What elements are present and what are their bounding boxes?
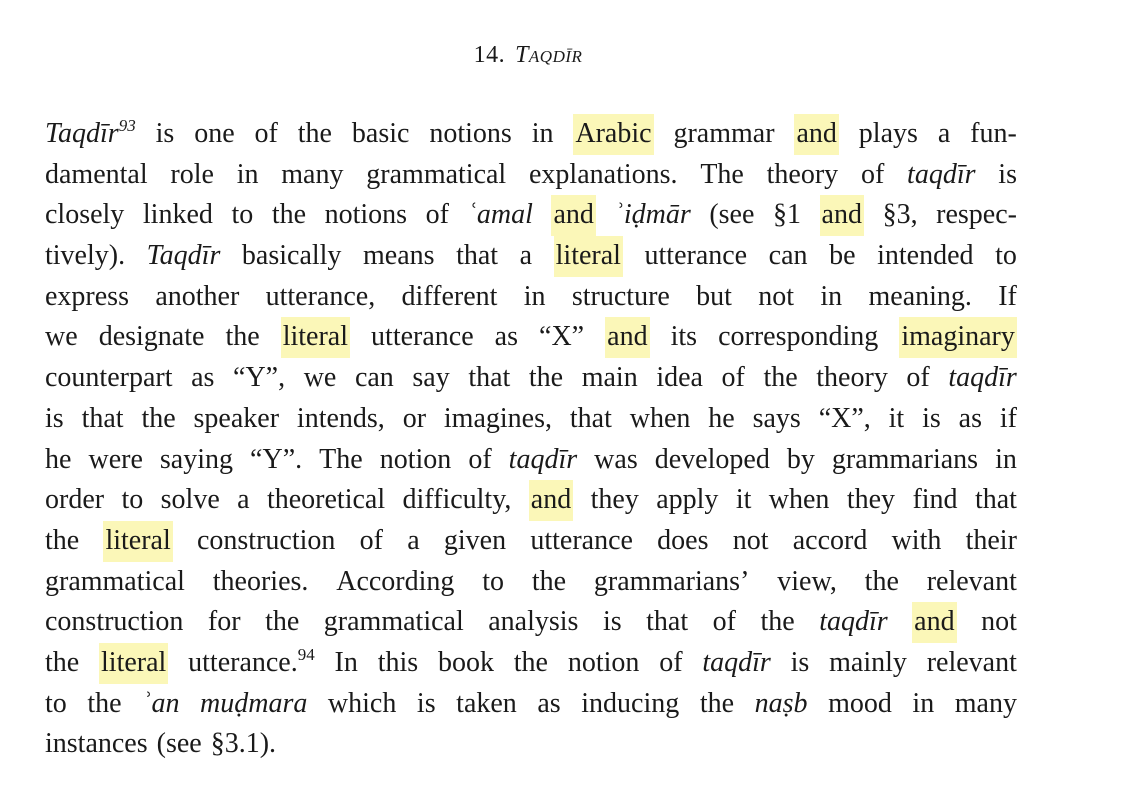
text-line [45, 562, 1017, 603]
word: of [425, 199, 449, 231]
word: the [763, 362, 798, 394]
word: Taqdīr$^{93}$ [45, 116, 136, 149]
word: If [998, 280, 1017, 312]
word: is [998, 158, 1017, 190]
word: say [412, 362, 450, 394]
word: to [45, 687, 67, 719]
word: not [732, 524, 769, 556]
text-line [45, 277, 1017, 318]
word: was [594, 443, 638, 475]
footnote-marker: 93 [118, 116, 136, 135]
word: theories. [212, 565, 309, 597]
word: find [912, 484, 958, 516]
word: grammar [673, 118, 775, 149]
word: notion [379, 443, 452, 475]
word: not [981, 606, 1017, 638]
text-line [45, 195, 1017, 236]
text-line [45, 684, 1017, 725]
word: basically [241, 240, 342, 272]
word: The [700, 158, 744, 190]
word: it [735, 484, 752, 516]
highlighted-word: Arabic [573, 114, 653, 155]
word: explanations. [529, 158, 678, 190]
word: inducing [581, 687, 680, 719]
word: speaker [193, 402, 280, 434]
word: ʾan [142, 687, 180, 719]
text-line [45, 155, 1017, 196]
word: is [790, 646, 810, 678]
word: that [81, 402, 124, 434]
word: idea [656, 362, 703, 394]
word: as [958, 402, 982, 434]
word: their [965, 524, 1017, 556]
word: is [922, 402, 941, 434]
word: §1 [772, 199, 801, 231]
word: when [768, 484, 830, 516]
word: to [482, 565, 505, 597]
word: solve [160, 484, 220, 516]
word: utterance [371, 321, 474, 353]
word: he [45, 443, 72, 475]
text-line [45, 358, 1017, 399]
word: intends, [296, 402, 385, 434]
highlighted-word: literal [281, 317, 350, 358]
word: but [696, 280, 732, 312]
word: given [443, 524, 507, 556]
word: that [456, 240, 499, 272]
text-line [45, 114, 1017, 155]
word: role [170, 158, 214, 190]
word: taqdīr [508, 443, 578, 475]
word: we [45, 321, 78, 353]
word: its [670, 321, 698, 353]
word: mainly [829, 646, 907, 678]
word: or [402, 402, 427, 434]
word: relevant [926, 646, 1017, 678]
highlighted-word: imaginary [899, 317, 1017, 358]
word: in [523, 280, 546, 312]
word: corresponding [718, 321, 879, 353]
word: designate [98, 321, 205, 353]
word: Taqdīr [146, 240, 221, 272]
word: theoretical [266, 484, 386, 516]
word: of [254, 118, 278, 149]
word: muḍmara [200, 687, 308, 719]
word: basic [351, 118, 410, 149]
word: of [359, 524, 383, 556]
word: they [590, 484, 639, 516]
highlighted-word: literal [554, 236, 623, 277]
word: the [265, 606, 300, 638]
word: is [416, 687, 436, 719]
word: utterance [530, 524, 633, 556]
word: grammarians [831, 443, 979, 475]
word: order [45, 484, 105, 516]
word: can [768, 240, 808, 272]
word: were [88, 443, 143, 475]
word: apply [656, 484, 719, 516]
word: “Y”, [233, 362, 286, 394]
word: for [207, 606, 241, 638]
word: another [155, 280, 240, 312]
text-line [45, 399, 1017, 440]
word: In [334, 646, 358, 678]
word: a [407, 524, 420, 556]
word: grammatical [45, 565, 185, 597]
highlighted-word: and [551, 195, 595, 236]
word: as [494, 321, 518, 353]
word: of [468, 443, 492, 475]
word: the [864, 565, 899, 597]
word: taqdīr [702, 646, 771, 678]
word: in [531, 118, 554, 149]
word: of [712, 606, 736, 638]
word: The [319, 443, 363, 475]
word: the [45, 646, 80, 678]
word: as [537, 687, 561, 719]
highlighted-word: and [794, 114, 838, 155]
text-line [45, 643, 1017, 684]
word: if [999, 402, 1017, 434]
word: construction [45, 606, 184, 638]
word: utterance [644, 240, 748, 272]
word: naṣb [754, 687, 808, 719]
text-line [45, 317, 1017, 358]
section-number: 14. [473, 42, 506, 68]
word: that [569, 402, 612, 434]
word: we [303, 362, 337, 394]
highlighted-word: literal [103, 521, 172, 562]
word: the [699, 687, 735, 719]
word: instances [45, 728, 148, 760]
word: imagines, [443, 402, 552, 434]
word: linked [142, 199, 213, 231]
word: the [513, 646, 548, 678]
word: in [995, 443, 1017, 475]
word: counterpart [45, 362, 173, 394]
word: a [937, 118, 951, 149]
word: intended [877, 240, 974, 272]
word: of [906, 362, 930, 394]
text-line [45, 724, 1017, 765]
word: damental [45, 158, 148, 190]
word: is [602, 606, 622, 638]
word: in [912, 687, 935, 719]
section-title: Taqdīr [515, 42, 583, 68]
word: not [758, 280, 795, 312]
word: different [401, 280, 498, 312]
section-heading [0, 42, 1056, 69]
word: many [954, 687, 1017, 719]
word: tively). [45, 240, 126, 272]
word: when [629, 402, 691, 434]
word: closely [45, 199, 125, 231]
word: (see [156, 728, 202, 760]
word: plays [858, 118, 918, 149]
word: the [87, 687, 122, 719]
word: of [860, 158, 885, 190]
word: grammatical [366, 158, 507, 190]
highlighted-word: and [605, 317, 649, 358]
word: “Y”. [250, 443, 303, 475]
word: notion [567, 646, 640, 678]
word: a [237, 484, 250, 516]
word: they [846, 484, 896, 516]
highlighted-word: and [820, 195, 864, 236]
text-line [45, 480, 1017, 521]
word: to [995, 240, 1017, 272]
word: with [891, 524, 942, 556]
word: many [281, 158, 344, 190]
word: taqdīr [819, 606, 888, 638]
word: theory [816, 362, 888, 394]
highlighted-word: literal [99, 643, 168, 684]
word: a [519, 240, 533, 272]
word: According [336, 565, 455, 597]
word: it [888, 402, 905, 434]
word: is [45, 402, 64, 434]
word: the [271, 199, 307, 231]
word: saying [159, 443, 234, 475]
word: that [468, 362, 511, 394]
word: the [528, 362, 564, 394]
word: §3, [882, 199, 918, 231]
word: can [354, 362, 394, 394]
text-line [45, 440, 1017, 481]
word: structure [571, 280, 670, 312]
word: taqdīr [948, 362, 1017, 394]
word: the [225, 321, 260, 353]
word: is [155, 118, 175, 149]
word: that [646, 606, 689, 638]
word: the [760, 606, 795, 638]
word: to [121, 484, 144, 516]
word: fun- [970, 118, 1017, 149]
word: the [297, 118, 332, 149]
word: main [581, 362, 638, 394]
text-line [45, 602, 1017, 643]
word: §3.1). [210, 728, 277, 760]
word: grammarians’ [593, 565, 750, 597]
word: difficulty, [402, 484, 512, 516]
highlighted-word: and [529, 480, 573, 521]
word: means [363, 240, 435, 272]
word: ʾiḍmār [614, 199, 691, 231]
word: construction [196, 524, 336, 556]
footnote-marker: 94 [297, 644, 315, 664]
word: utterance.$^{94}$ [188, 644, 315, 678]
word: accord [792, 524, 868, 556]
word: as [191, 362, 215, 394]
word: notions [429, 118, 512, 149]
word: developed [654, 443, 770, 475]
body-paragraph [45, 114, 1017, 765]
word: this [377, 646, 419, 678]
word: by [786, 443, 815, 475]
word: “X”, [818, 402, 871, 434]
word: relevant [926, 565, 1017, 597]
word: the [531, 565, 567, 597]
word: analysis [488, 606, 579, 638]
word: “X” [539, 321, 585, 353]
word: notions [324, 199, 408, 231]
word: taqdīr [907, 158, 976, 190]
word: grammatical [323, 606, 464, 638]
word: mood [828, 687, 892, 719]
word: one [194, 118, 235, 149]
word: the [141, 402, 176, 434]
highlighted-word: and [912, 602, 956, 643]
word: says [752, 402, 801, 434]
word: express [45, 280, 129, 312]
word: theory [766, 158, 839, 190]
word: taken [456, 687, 517, 719]
text-line [45, 236, 1017, 277]
word: that [974, 484, 1017, 516]
word: meaning. [868, 280, 972, 312]
word: of [721, 362, 745, 394]
word: view, [777, 565, 837, 597]
word: in [820, 280, 843, 312]
word: to [231, 199, 254, 231]
word: in [236, 158, 259, 190]
word: respec- [936, 199, 1017, 231]
word: which [327, 687, 397, 719]
word: of [659, 646, 683, 678]
word: does [657, 524, 709, 556]
word: utterance, [265, 280, 376, 312]
word: (see [709, 199, 755, 231]
text-line [45, 521, 1017, 562]
word: he [708, 402, 735, 434]
word: ʿamal [467, 199, 533, 231]
word: the [45, 524, 80, 556]
word: book [437, 646, 494, 678]
word: be [829, 240, 856, 272]
